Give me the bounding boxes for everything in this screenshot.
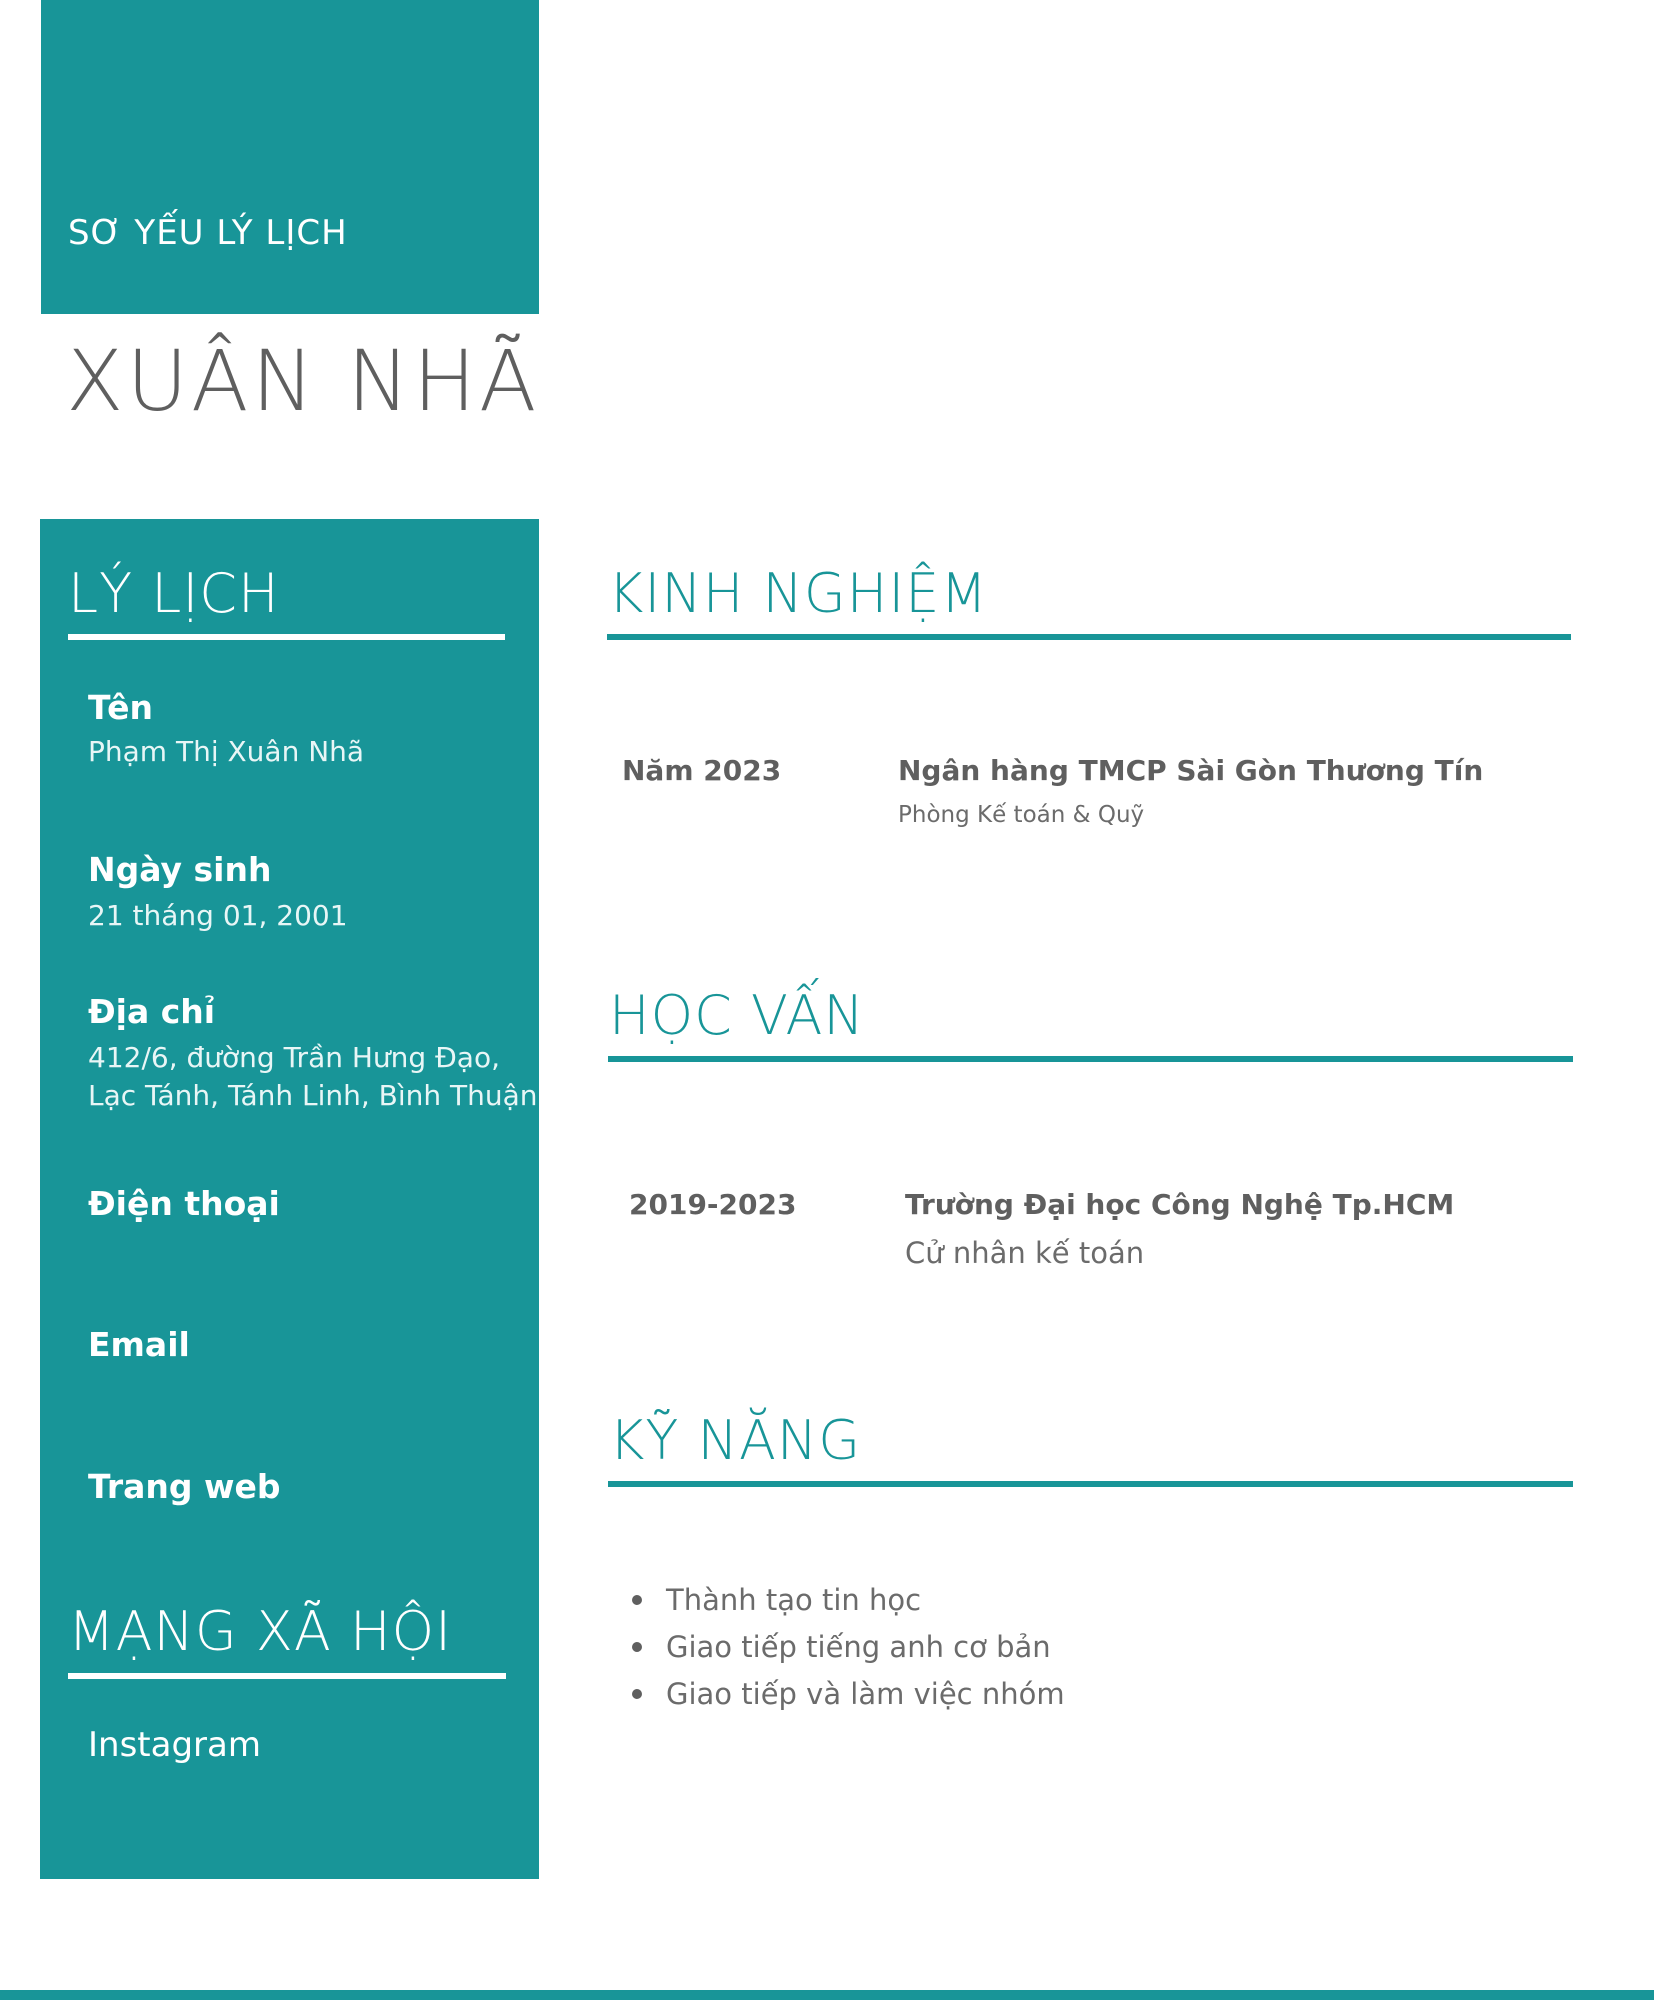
profile-heading-rule bbox=[68, 634, 505, 640]
bullet-icon bbox=[632, 1642, 642, 1652]
address-label: Địa chỉ bbox=[88, 992, 216, 1031]
bullet-icon bbox=[632, 1689, 642, 1699]
education-detail: Cử nhân kế toán bbox=[905, 1236, 1145, 1270]
education-period: 2019-2023 bbox=[629, 1188, 797, 1221]
skill-text: Thành tạo tin học bbox=[666, 1583, 922, 1617]
social-item-instagram[interactable]: Instagram bbox=[88, 1725, 261, 1765]
skill-text: Giao tiếp tiếng anh cơ bản bbox=[666, 1630, 1051, 1664]
skill-item bbox=[628, 1580, 1065, 1627]
skill-item bbox=[628, 1627, 1065, 1674]
document-label: SƠ YẾU LÝ LỊCH bbox=[68, 213, 348, 253]
skill-text: Giao tiếp và làm việc nhóm bbox=[666, 1677, 1065, 1711]
name-label: Tên bbox=[88, 688, 153, 727]
education-organization: Trường Đại học Công Nghệ Tp.HCM bbox=[905, 1188, 1455, 1221]
birthdate-label: Ngày sinh bbox=[88, 850, 272, 889]
experience-heading: KINH NGHIỆM bbox=[608, 562, 988, 625]
name-value: Phạm Thị Xuân Nhã bbox=[88, 735, 365, 768]
address-line-1: 412/6, đường Trần Hưng Đạo, bbox=[88, 1041, 500, 1074]
education-heading: HỌC VẤN bbox=[609, 984, 865, 1047]
social-heading: MẠNG XÃ HỘI bbox=[68, 1600, 453, 1663]
address-line-2: Lạc Tánh, Tánh Linh, Bình Thuận bbox=[88, 1079, 538, 1112]
footer-bar bbox=[0, 1990, 1654, 2000]
skills-heading-rule bbox=[608, 1481, 1573, 1487]
experience-heading-rule bbox=[607, 634, 1571, 640]
header-block bbox=[41, 0, 539, 314]
skill-item bbox=[628, 1674, 1065, 1721]
experience-detail: Phòng Kế toán & Quỹ bbox=[898, 802, 1145, 828]
phone-label: Điện thoại bbox=[88, 1184, 280, 1223]
website-label: Trang web bbox=[88, 1467, 281, 1506]
email-label: Email bbox=[88, 1325, 190, 1364]
person-name: XUÂN NHÃ bbox=[66, 332, 540, 430]
profile-heading: LÝ LỊCH bbox=[68, 562, 280, 625]
social-heading-rule bbox=[68, 1673, 506, 1679]
experience-organization: Ngân hàng TMCP Sài Gòn Thương Tín bbox=[898, 754, 1484, 787]
bullet-icon bbox=[632, 1595, 642, 1605]
birthdate-value: 21 tháng 01, 2001 bbox=[88, 899, 348, 932]
skills-list bbox=[628, 1580, 1065, 1721]
education-heading-rule bbox=[608, 1056, 1573, 1062]
skills-heading: KỸ NĂNG bbox=[609, 1409, 862, 1472]
experience-period: Năm 2023 bbox=[622, 754, 782, 787]
